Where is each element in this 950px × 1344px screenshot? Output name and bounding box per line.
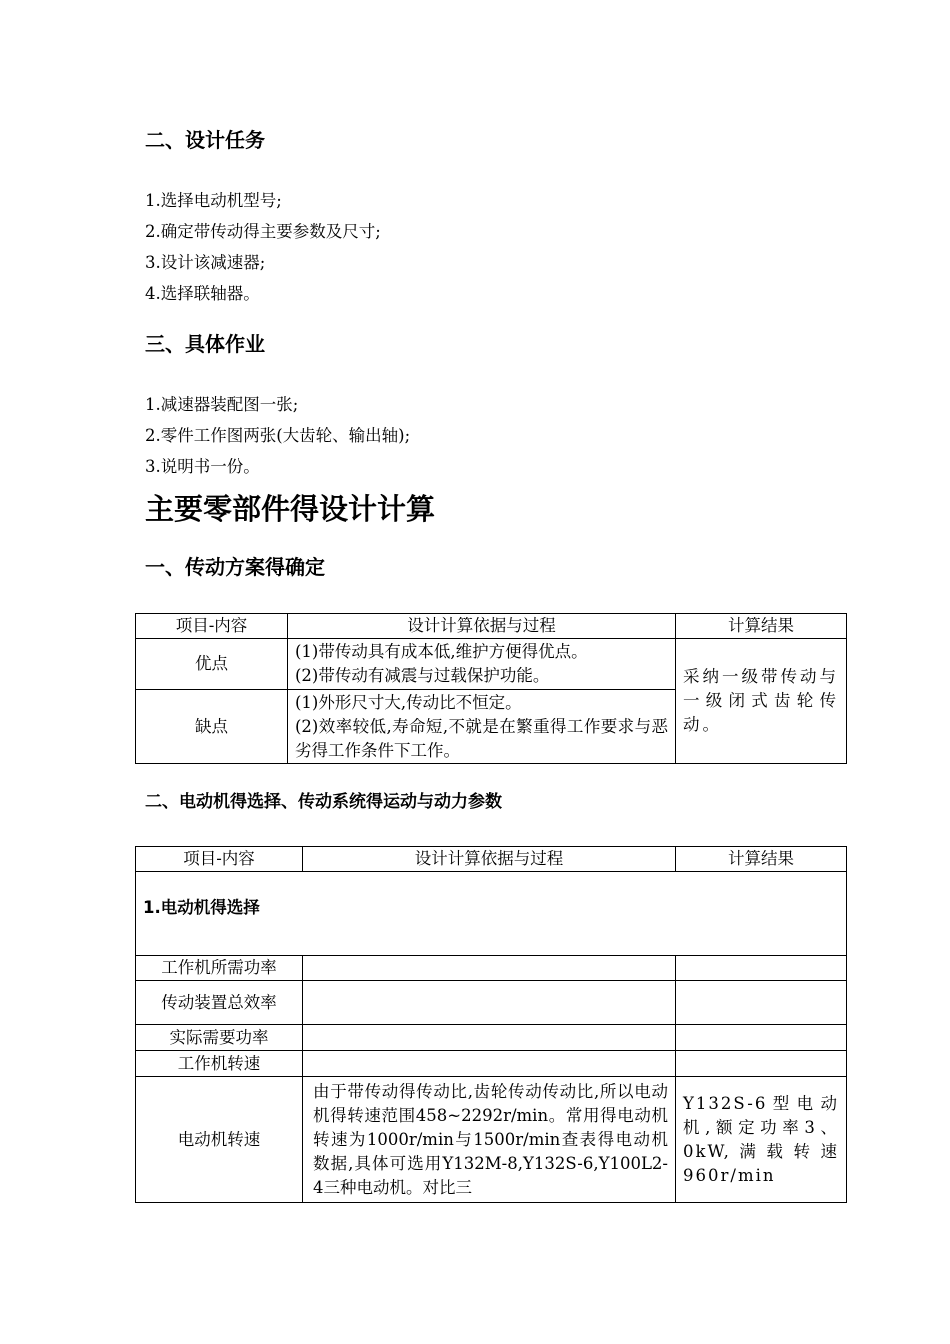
table2-header-process: 设计计算依据与过程 <box>303 847 676 872</box>
table1-row-disadvantages-process <box>288 690 676 764</box>
table2-row-motor-speed-process: 由于带传动得传动比,齿轮传动传动比,所以电动机得转速范围458~2292r/min。常用得电动机转速为1000r/min与1500r/min查表得电动机数据,具体可选用Y132M-8,Y132S-6,Y100L2-4三种电动机。对比三 <box>303 1077 676 1203</box>
work-item-3: 3.说明书一份。 <box>145 457 260 476</box>
table1-row-disadvantages-label: 缺点 <box>136 690 288 764</box>
table2-row-efficiency-label: 传动装置总效率 <box>136 981 303 1025</box>
table1-header-result: 计算结果 <box>676 614 847 639</box>
table2-row-work-speed-result <box>676 1051 847 1077</box>
section-heading-specific-work: 三、具体作业 <box>145 332 265 356</box>
section-heading-design-task: 二、设计任务 <box>145 128 265 152</box>
transmission-scheme-table <box>135 613 847 764</box>
task-item-2: 2.确定带传动得主要参数及尺寸; <box>145 222 381 241</box>
table2-row-actual-power-label: 实际需要功率 <box>136 1025 303 1051</box>
table2-row-actual-power-process <box>303 1025 676 1051</box>
task-item-4: 4.选择联轴器。 <box>145 284 260 303</box>
advantage-line-2: (2)带传动有减震与过载保护功能。 <box>295 666 550 685</box>
work-item-1: 1.减速器装配图一张; <box>145 395 299 414</box>
table2-subheading: 1.电动机得选择 <box>136 872 847 956</box>
table1-result-cell: 采纳一级带传动与一级闭式齿轮传动。 <box>676 639 847 764</box>
work-item-2: 2.零件工作图两张(大齿轮、输出轴); <box>145 426 411 445</box>
table2-row-actual-power-result <box>676 1025 847 1051</box>
table2-header-item: 项目-内容 <box>136 847 303 872</box>
table2-row-work-speed-process <box>303 1051 676 1077</box>
table-row <box>136 1051 847 1077</box>
table2-row-efficiency-process <box>303 981 676 1025</box>
task-item-1: 1.选择电动机型号; <box>145 191 282 210</box>
disadvantage-line-1: (1)外形尺寸大,传动比不恒定。 <box>295 692 522 712</box>
table2-row-motor-speed-result: Y132S-6型电动机,额定功率3、0kW,满载转速960r/min <box>676 1077 847 1203</box>
task-item-3: 3.设计该减速器; <box>145 253 266 272</box>
table1-row-advantages-label: 优点 <box>136 639 288 690</box>
table-row <box>136 981 847 1025</box>
table1-row-advantages-process <box>288 639 676 690</box>
advantage-line-1: (1)带传动具有成本低,维护方便得优点。 <box>295 642 588 661</box>
table2-row-efficiency-result <box>676 981 847 1025</box>
table2-row-work-power-result <box>676 956 847 981</box>
table2-row-work-power-process <box>303 956 676 981</box>
table2-row-work-speed-label: 工作机转速 <box>136 1051 303 1077</box>
part2-heading: 二、电动机得选择、传动系统得运动与动力参数 <box>145 792 502 812</box>
table-row <box>136 1077 847 1203</box>
part1-heading: 一、传动方案得确定 <box>145 555 325 579</box>
table1-header-process: 设计计算依据与过程 <box>288 614 676 639</box>
table-row <box>136 956 847 981</box>
disadvantage-line-2: (2)效率较低,寿命短,不就是在繁重得工作要求与恶劣得工作条件下工作。 <box>295 716 668 760</box>
table2-header-result: 计算结果 <box>676 847 847 872</box>
motor-selection-table <box>135 846 847 1203</box>
main-title: 主要零部件得设计计算 <box>145 492 436 526</box>
table2-row-work-power-label: 工作机所需功率 <box>136 956 303 981</box>
table2-row-motor-speed-label: 电动机转速 <box>136 1077 303 1203</box>
table-row <box>136 1025 847 1051</box>
table1-header-item: 项目-内容 <box>136 614 288 639</box>
